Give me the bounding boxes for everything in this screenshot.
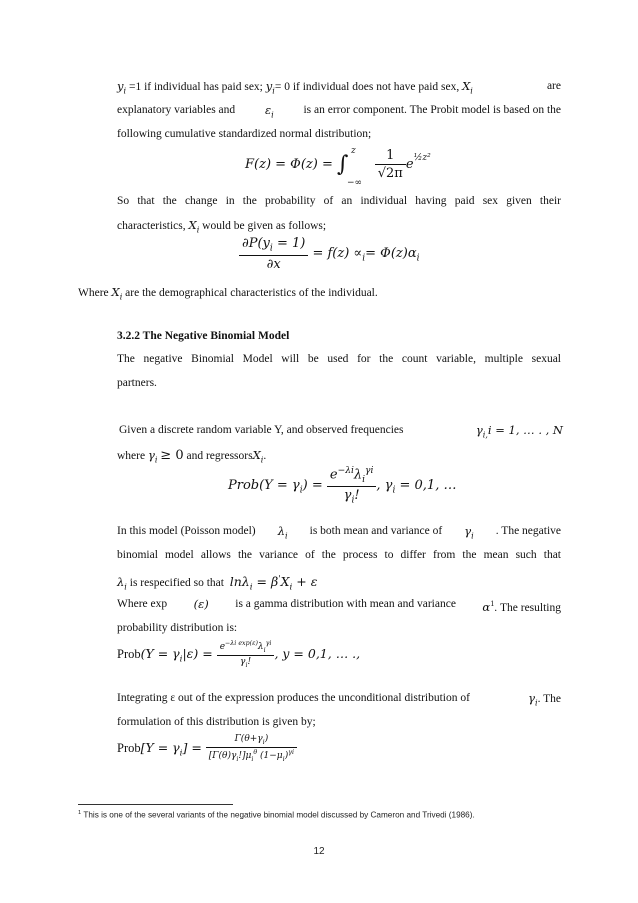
- paragraph-line: probability distribution is:: [117, 622, 238, 634]
- section-heading: 3.2.2 The Negative Binomial Model: [117, 330, 290, 342]
- paragraph-line: Where exp (ε) is a gamma distribution with mean and variance $\alpha^1$. The resulting: [117, 597, 561, 614]
- footnote: [78, 810, 475, 820]
- paragraph-line: partners.: [117, 377, 157, 389]
- equation-negative-binomial: Prob[Y = $\gamma_i$] = $\frac{\Gamma(\theta+\gamma_i)}{[\Gamma(\theta)\gamma_i!]\mu_i^\theta (1-\mu_i)^{\gamma i}}$: [117, 734, 297, 763]
- paragraph-line: Integrating ε out of the expression produces the unconditional distribution of $\gamma_i$. The: [117, 691, 561, 708]
- footnote-separator: [78, 804, 233, 805]
- footnote-mark: 1: [78, 810, 82, 816]
- paragraph-line: Given a discrete random variable Y, and observed frequencies $\gamma_{i,}i = 1$, … . , N: [119, 423, 563, 440]
- paragraph-line: binomial model allows the variance of the process to differ from the mean such that: [117, 549, 561, 561]
- paragraph-line: formulation of this distribution is given by;: [117, 716, 316, 728]
- paragraph-line: $\lambda_i$ is respecified so that $\ln\lambda_i = \beta'X_i + \varepsilon$: [117, 574, 318, 593]
- equation-marginal-effect: $\frac{\partial P(y_i = 1)}{\partial x}$ = $f(z) \propto_i= \Phi(z)\alpha_i$: [239, 236, 420, 272]
- equation-conditional-prob: Prob(Y = $\gamma_i|\varepsilon$) = $\frac{e^{-\lambda i exp(\varepsilon)}\lambda_i^{\gamma i}}{\gamma_i!}$ , y = 0,1, … .,: [117, 640, 361, 669]
- paragraph-line: where $\gamma_i \ge 0$ and regressorsX$_i$.: [117, 448, 267, 465]
- paragraph-line: Where $X_i$ are the demographical characteristics of the individual.: [78, 285, 378, 302]
- footnote-text: This is one of the several variants of the negative binomial model discussed by Cameron and Trivedi (1986).: [83, 810, 475, 820]
- paragraph-line: So that the change in the probability of an individual having paid sex given their: [117, 195, 561, 207]
- paragraph-line: $y_i =1$ if individual has paid sex; $y_i= 0$ if individual does not have paid sex, $X_i$ are: [117, 79, 561, 96]
- paragraph-line: The negative Binomial Model will be used for the count variable, multiple sexual: [117, 353, 561, 365]
- paragraph-line: following cumulative standardized normal distribution;: [117, 128, 372, 140]
- equation-poisson: Prob(Y = $\gamma_i$) = $\frac{e^{-\lambda i}\lambda_i^{\gamma i}}{\gamma_i!}$ , $\gamma_i = 0,1$, …: [228, 466, 457, 506]
- page-number: 12: [313, 846, 325, 857]
- paragraph-line: In this model (Poisson model) $\lambda_i$ is both mean and variance of $\gamma_i$ . The negative: [117, 524, 561, 541]
- equation-normal-cdf: F(z) = Φ(z) = ∫ z −∞ $\frac{1}{√2\pi}$ $e^{\frac{1}{2}z^2}$: [245, 146, 431, 188]
- paragraph-line: characteristics, $X_i$ would be given as follows;: [117, 218, 327, 235]
- paragraph-line: explanatory variables and $\varepsilon_i$ is an error component. The Probit model is based on the: [117, 103, 561, 120]
